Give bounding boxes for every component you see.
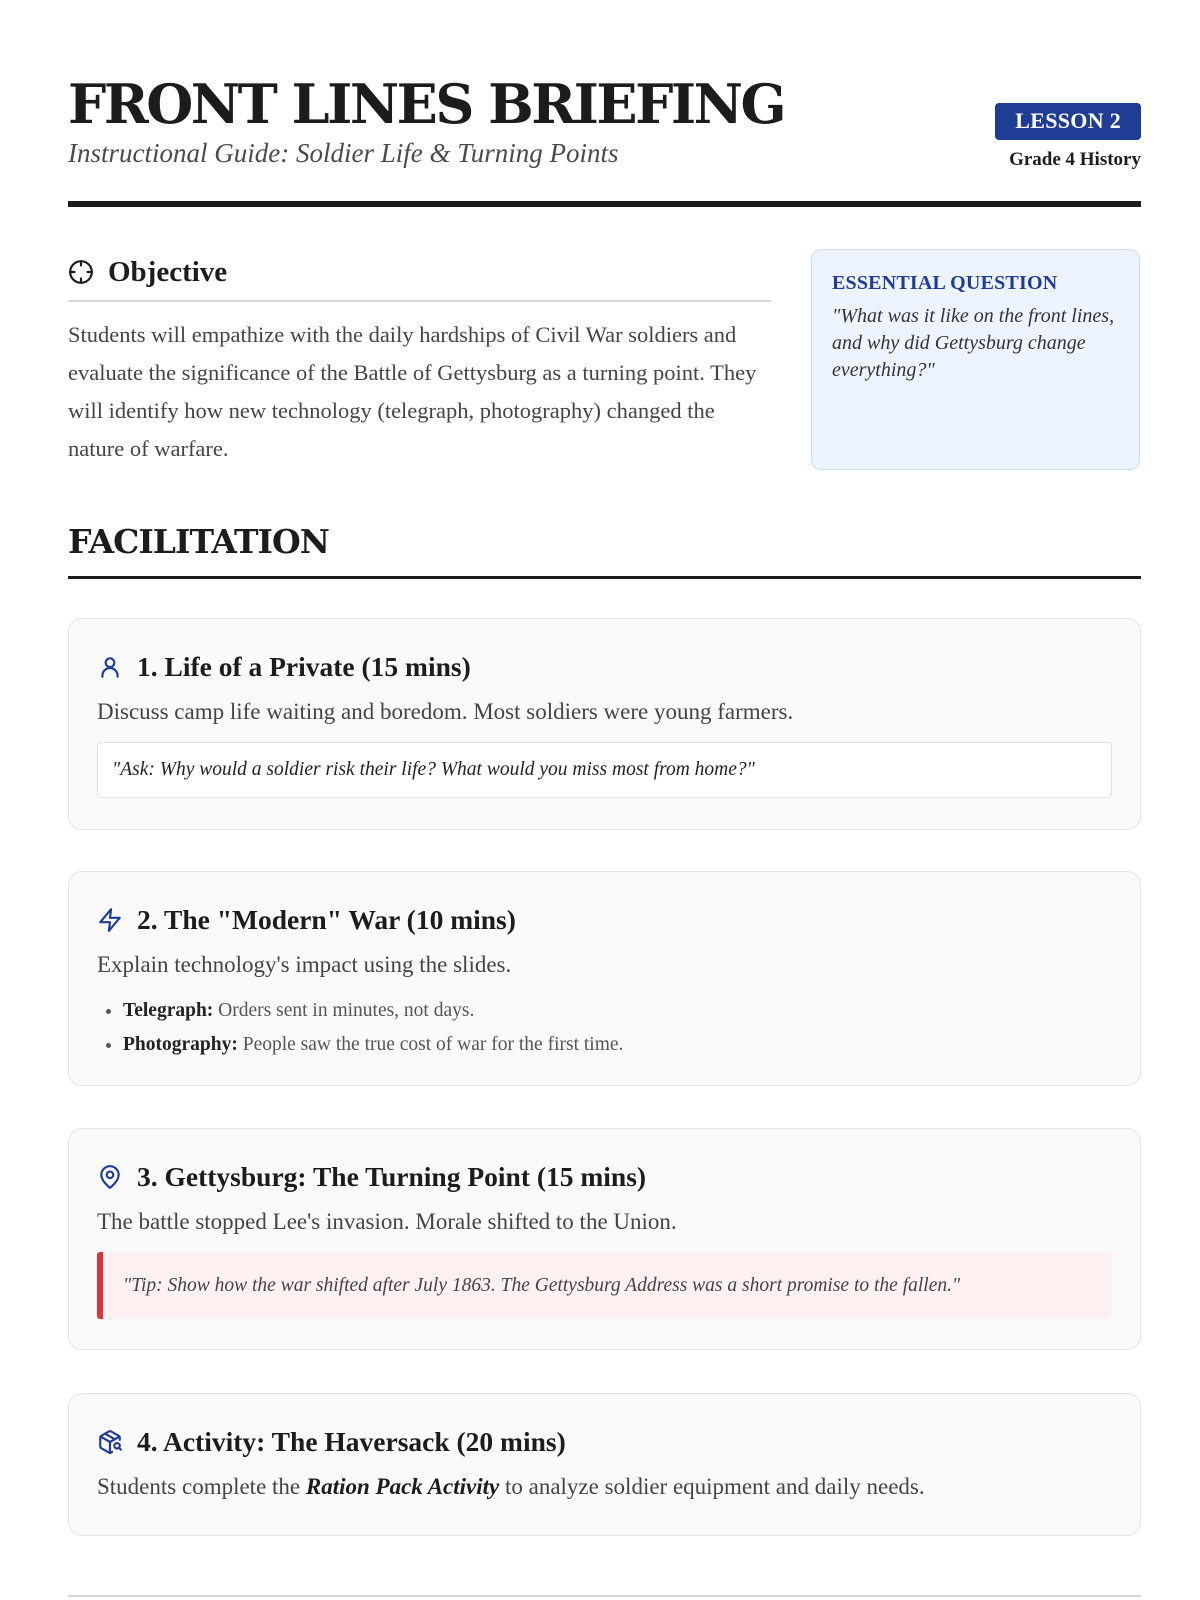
- objective-title: Objective: [108, 255, 228, 288]
- lightning-icon: [97, 907, 123, 933]
- lesson-badge: LESSON 2: [995, 103, 1141, 140]
- objective-heading: [68, 248, 771, 296]
- section-header: [97, 900, 1112, 940]
- header-divider: [68, 201, 1141, 207]
- grade-label: Grade 4 History: [1009, 149, 1141, 170]
- list-item: [123, 998, 1112, 1024]
- map-pin-icon: [97, 1164, 123, 1190]
- page-title: FRONT LINES BRIEFING: [68, 72, 785, 136]
- section-header: [97, 1422, 1112, 1462]
- section-card-2: [68, 871, 1141, 1086]
- objective-text: Students will empathize with the daily hardships of Civil War soldiers and evaluate the significance of the Battle of Gettysburg as a turning point. They will identify how new technology (telegraph, photography) changed the nature of warfare.: [68, 322, 757, 461]
- package-search-icon: [97, 1429, 123, 1455]
- section-header: [97, 647, 1112, 687]
- user-icon: [97, 654, 123, 680]
- body-prefix: Students complete the: [97, 1474, 306, 1499]
- list-item-text: People saw the true cost of war for the first time.: [237, 1034, 624, 1055]
- list-item-term: Photography:: [123, 1034, 238, 1055]
- list-item-text: Orders sent in minutes, not days.: [213, 1000, 475, 1021]
- essential-question-text: "What was it like on the front lines, and why did Gettysburg change everything?": [832, 305, 1115, 381]
- essential-question-box: [811, 249, 1140, 470]
- discussion-prompt: "Ask: Why would a soldier risk their life? What would you miss most from home?": [97, 742, 1112, 798]
- crosshair-icon: [68, 259, 94, 285]
- facilitation-divider: [68, 576, 1141, 579]
- section-card-3: [68, 1128, 1141, 1350]
- list-item-term: Telegraph:: [123, 1000, 214, 1021]
- page-header: [68, 72, 1141, 172]
- section-card-1: [68, 618, 1141, 830]
- teacher-tip: "Tip: Show how the war shifted after July 1863. The Gettysburg Address was a short promise to the fallen.": [97, 1252, 1112, 1319]
- section-body: The battle stopped Lee's invasion. Morale shifted to the Union.: [97, 1209, 677, 1234]
- activity-name: Ration Pack Activity: [305, 1474, 500, 1499]
- essential-question-label: ESSENTIAL QUESTION: [832, 272, 1058, 294]
- section-title: 3. Gettysburg: The Turning Point (15 mins): [137, 1161, 647, 1192]
- section-title: 2. The "Modern" War (10 mins): [137, 904, 516, 935]
- section-title: 4. Activity: The Haversack (20 mins): [137, 1426, 566, 1457]
- footer-divider: [68, 1595, 1141, 1597]
- technology-list: [97, 998, 1112, 1058]
- page-subtitle: Instructional Guide: Soldier Life & Turning Points: [68, 138, 619, 168]
- body-suffix: to analyze soldier equipment and daily needs.: [499, 1474, 925, 1499]
- list-item: [123, 1032, 1112, 1058]
- objective-divider: [68, 300, 771, 302]
- facilitation-heading: FACILITATION: [68, 522, 329, 561]
- section-body: Explain technology's impact using the slides.: [97, 952, 512, 977]
- section-header: [97, 1157, 1112, 1197]
- section-body: Discuss camp life waiting and boredom. Most soldiers were young farmers.: [97, 699, 794, 724]
- section-title: 1. Life of a Private (15 mins): [137, 651, 471, 682]
- section-body: [97, 1474, 1112, 1500]
- section-card-4: [68, 1393, 1141, 1536]
- objective-section: [68, 248, 771, 468]
